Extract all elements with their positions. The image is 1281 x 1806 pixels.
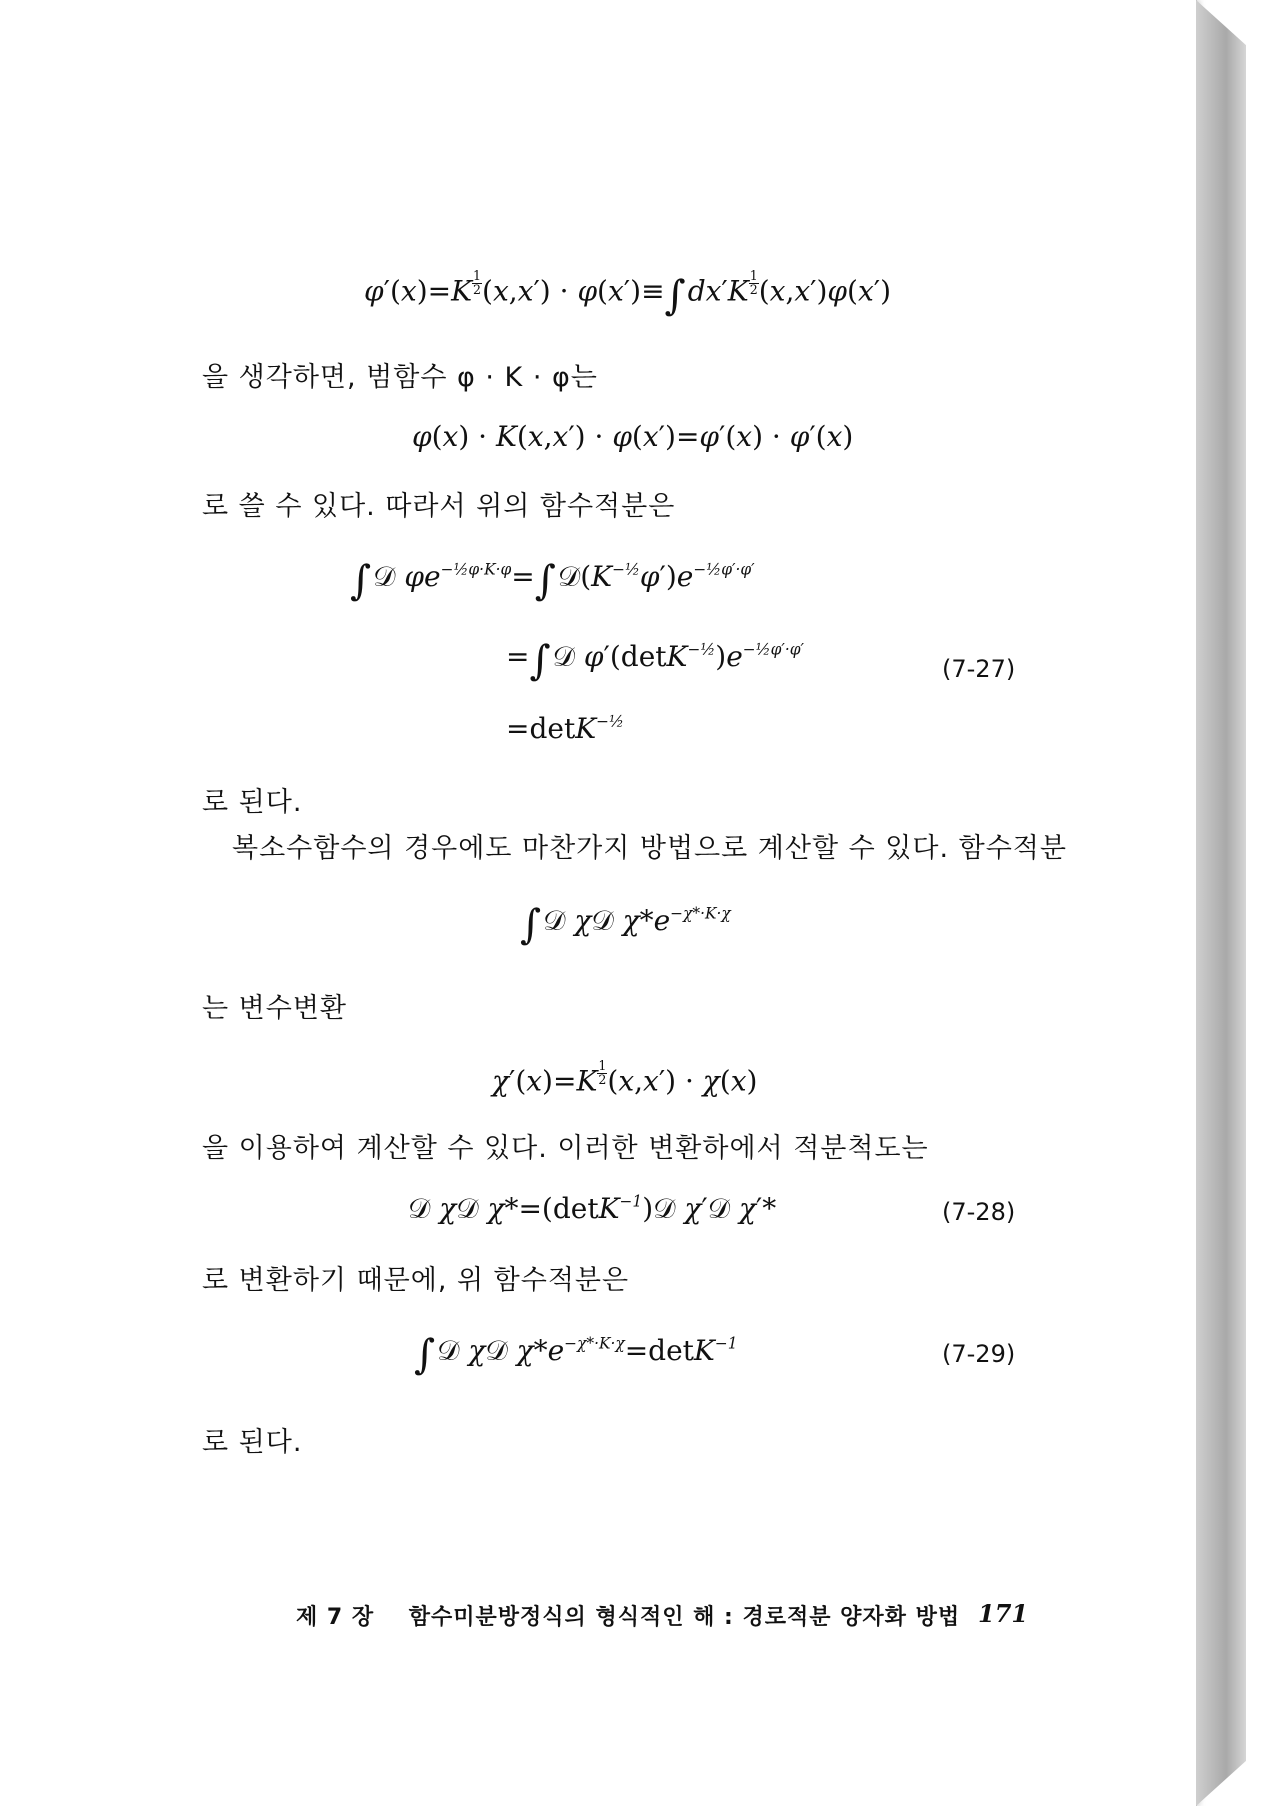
equation-number: (7-27) bbox=[942, 655, 1016, 683]
equation-chi-prime: χ′(x)=K $\frac{1}{2}$ (x,x′) · χ(x) bbox=[492, 1058, 758, 1098]
equation-7-29: ∫𝒟 χ𝒟 $\chi*e^{-\chi*\cdot K\cdot\chi}=\det K^{-1}$ bbox=[414, 1330, 738, 1378]
equation-complex-integral: ∫𝒟 χ𝒟 $\chi*e^{-\chi*\cdot K\cdot\chi}$ bbox=[520, 900, 731, 948]
chapter-label: 제 7 장 bbox=[296, 1605, 375, 1630]
equation-7-27-line2: =∫𝒟 $\varphi'(\det K^{-\frac{1}{2}})e^{-\frac{1}{2}\varphi'\cdot\varphi'}$ bbox=[506, 636, 805, 684]
equation-functional: φ(x) · K(x,x′) · φ(x′)=φ′(x) · φ′(x) bbox=[412, 420, 854, 453]
page-number: 171 bbox=[978, 1599, 1029, 1628]
equation-phi-prime: φ′(x)=K $\frac{1}{2}$ (x,x′) · φ(x′)≡∫dx′K $\frac{1}{2}$ (x,x′)φ(x′) bbox=[364, 268, 892, 319]
equation-7-27-line1: ∫𝒟 $\varphi e^{-\frac{1}{2}\varphi\cdot K\cdot\varphi}=\int 𝒟(K^{-\frac{1}{2}}\varphi')e^{-\frac{1}{2}\varphi'\cdot\varphi'}$ bbox=[350, 556, 755, 604]
equation-7-27-line3: =detK$^{-\frac{1}{2}}$ bbox=[506, 712, 624, 745]
paragraph-line: 복소수함수의 경우에도 마찬가지 방법으로 계산할 수 있다. 함수적분 bbox=[232, 833, 1067, 864]
equation-number: (7-28) bbox=[942, 1198, 1016, 1226]
paragraph-line: 을 이용하여 계산할 수 있다. 이러한 변환하에서 적분척도는 bbox=[202, 1133, 929, 1164]
chapter-title: 함수미분방정식의 형식적인 해 : 경로적분 양자화 방법 bbox=[408, 1605, 961, 1630]
paragraph-line: 로 쓸 수 있다. 따라서 위의 함수적분은 bbox=[202, 491, 676, 522]
paragraph-line: 로 변환하기 때문에, 위 함수적분은 bbox=[202, 1265, 630, 1296]
paragraph-line: 로 된다. bbox=[202, 787, 303, 818]
paragraph-line: 을 생각하면, 범함수 φ · K · φ는 bbox=[202, 362, 598, 393]
equation-7-28: 𝒟 χ𝒟 χ*=(detK$^{-1}$)𝒟 χ′𝒟 χ′* bbox=[408, 1192, 777, 1225]
paragraph-line: 로 된다. bbox=[202, 1427, 303, 1458]
book-edge bbox=[1196, 0, 1246, 1806]
paragraph-line: 는 변수변환 bbox=[202, 993, 347, 1024]
running-footer bbox=[296, 1600, 960, 1631]
equation-number: (7-29) bbox=[942, 1340, 1016, 1368]
